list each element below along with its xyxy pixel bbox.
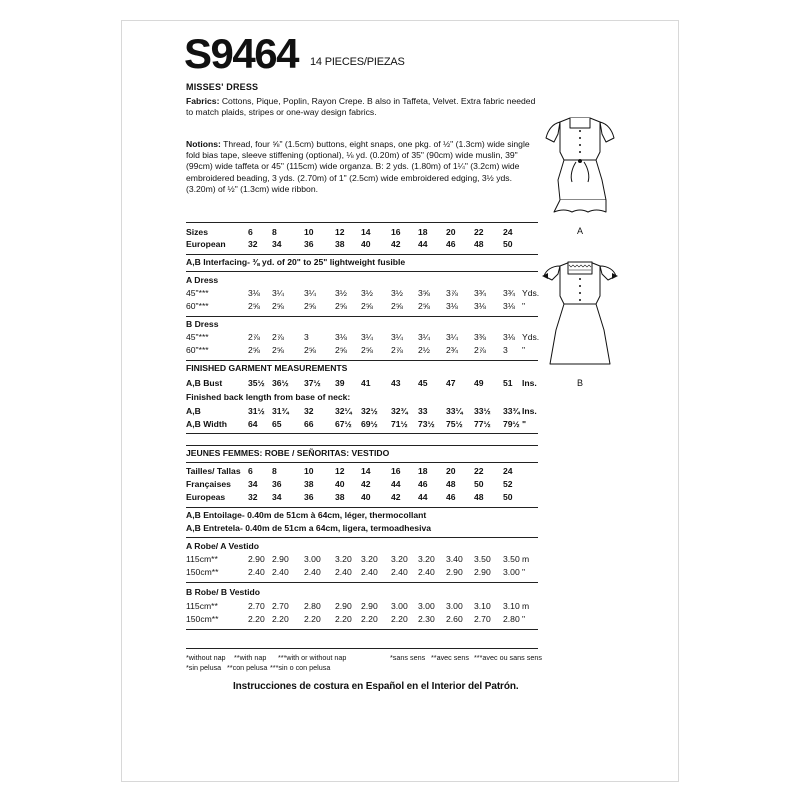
a-115-row-cell: 3.20 [361, 554, 378, 564]
francaises-row-cell: 34 [248, 479, 258, 489]
view-b-label: B [577, 378, 584, 388]
b-60-row-label: 60"*** [186, 345, 209, 355]
width-row-cell: 75½ [446, 419, 463, 429]
b-150-row-label: 150cm** [186, 614, 219, 624]
a-115-row-cell: 3.20 [391, 554, 408, 564]
a-115-row-cell: 3.20 [335, 554, 352, 564]
a-60-row-cell: 2⅝ [361, 301, 373, 311]
a-45-row-cell: 3¼ [304, 288, 316, 298]
b-60-row-cell: 2⅝ [248, 345, 260, 355]
a-dress-heading: A Dress [186, 275, 219, 285]
b-45-row-cell: 3⅛ [335, 332, 347, 342]
sizes-row-cell: 6 [248, 227, 253, 237]
francaises-row-cell: 38 [304, 479, 314, 489]
europeas-row-cell: 44 [418, 492, 428, 502]
a-150-row-label: 150cm** [186, 567, 219, 577]
b-150-row-cell: 2.30 [418, 614, 435, 624]
entoilage-line: A,B Entoilage- 0.40m de 51cm à 64cm, léger, thermocollant [186, 510, 427, 520]
b-115-row-label: 115cm** [186, 601, 218, 611]
table-rule [186, 254, 538, 255]
b-115-row-cell: 2.70 [272, 601, 289, 611]
europeas-row-cell: 36 [304, 492, 314, 502]
european-row-cell: 46 [446, 239, 456, 249]
a-115-row-cell: 3.20 [418, 554, 435, 564]
b-150-row-cell: 2.70 [474, 614, 491, 624]
a-150-row-cell: 2.40 [335, 567, 352, 577]
width-row-cell: 65 [272, 419, 282, 429]
tailles-row-cell: 16 [391, 466, 401, 476]
b-60-row-cell: 2½ [418, 345, 430, 355]
francaises-row-cell: 50 [474, 479, 484, 489]
footnote: *sans sens [390, 653, 426, 662]
a-60-row-cell: 2⅝ [335, 301, 347, 311]
footnote: ***with or without nap [278, 653, 347, 662]
pattern-title: MISSES' DRESS [186, 82, 259, 92]
sizes-row-cell: 20 [446, 227, 456, 237]
a-45-row-unit: Yds. [522, 288, 540, 298]
bust-row-cell: 36½ [272, 378, 289, 388]
view-a-label: A [577, 226, 584, 236]
tailles-row-cell: 18 [418, 466, 428, 476]
b-45-row-cell: 3⅜ [474, 332, 486, 342]
b-60-row-cell: 3 [503, 345, 508, 355]
back-length-row-cell: 31¾ [272, 406, 289, 416]
a-robe-heading: A Robe/ A Vestido [186, 541, 260, 551]
a-60-row-cell: 2⅝ [418, 301, 430, 311]
a-115-row-cell: 2.90 [272, 554, 289, 564]
a-115-row-cell: 2.90 [248, 554, 265, 564]
table-rule [186, 445, 538, 446]
b-60-row-cell: 2⅝ [304, 345, 316, 355]
b-115-row-cell: 3.10 [503, 601, 520, 611]
europeas-row-cell: 38 [335, 492, 345, 502]
b-150-row-cell: 2.20 [391, 614, 408, 624]
tailles-row-cell: 10 [304, 466, 314, 476]
francaises-row-cell: 46 [418, 479, 428, 489]
width-row-cell: 67½ [335, 419, 352, 429]
b-150-row-cell: 2.20 [248, 614, 265, 624]
fabrics-text: Cottons, Pique, Poplin, Rayon Crepe. B also in Taffeta, Velvet. Extra fabric needed to match plaids, stripes or one-way design fabrics. [186, 96, 536, 118]
a-45-row-cell: 3¾ [503, 288, 515, 298]
b-150-row-cell: 2.20 [335, 614, 352, 624]
tailles-row-cell: 12 [335, 466, 345, 476]
a-45-row-cell: 3⅝ [418, 288, 430, 298]
a-45-row-cell: 3¼ [272, 288, 284, 298]
width-row-cell: 64 [248, 419, 258, 429]
european-row-cell: 44 [418, 239, 428, 249]
table-rule [186, 316, 538, 317]
bust-row-cell: 39 [335, 378, 345, 388]
finished-measurements-heading: FINISHED GARMENT MEASUREMENTS [186, 363, 348, 373]
back-length-row-cell: 32½ [361, 406, 378, 416]
a-60-row-cell: 2⅝ [248, 301, 260, 311]
sizes-row-cell: 16 [391, 227, 401, 237]
b-115-row-cell: 3.10 [474, 601, 491, 611]
footnote: **con pelusa [227, 663, 268, 672]
bust-row-cell: 43 [391, 378, 401, 388]
b-60-row-cell: 2⅝ [272, 345, 284, 355]
b-115-row-cell: 3.00 [446, 601, 463, 611]
a-115-row-unit: m [522, 554, 530, 564]
footnote: ***sin o con pelusa [270, 663, 331, 672]
b-60-row-cell: 2⅝ [335, 345, 347, 355]
b-45-row-cell: 3¼ [361, 332, 373, 342]
a-150-row-unit: " [522, 567, 526, 577]
interfacing-line: A,B Interfacing- ⅜ yd. of 20" to 25" lightweight fusible [186, 257, 406, 267]
b-60-row-cell: 2⅞ [474, 345, 486, 355]
sizes-row-cell: 24 [503, 227, 513, 237]
european-row-cell: 38 [335, 239, 345, 249]
european-row-cell: 36 [304, 239, 314, 249]
bust-row-cell: 37½ [304, 378, 321, 388]
bust-row-unit: Ins. [522, 378, 537, 388]
sizes-row-cell: 14 [361, 227, 371, 237]
b-45-row-unit: Yds. [522, 332, 540, 342]
sizes-row-cell: 8 [272, 227, 277, 237]
b-45-row-cell: 3¼ [418, 332, 430, 342]
a-45-row-cell: 3⅞ [446, 288, 458, 298]
a-60-row-cell: 2⅝ [391, 301, 403, 311]
francaises-row-cell: 40 [335, 479, 345, 489]
b-115-row-unit: m [522, 601, 530, 611]
bust-row-cell: 49 [474, 378, 484, 388]
sizes-row-label: Sizes [186, 227, 208, 237]
b-60-row-cell: 2¾ [446, 345, 458, 355]
table-rule [186, 648, 538, 649]
b-150-row-unit: " [522, 614, 526, 624]
pieces-count: 14 PIECES/PIEZAS [310, 56, 405, 68]
b-45-row-label: 45"*** [186, 332, 209, 342]
europeas-row-cell: 50 [503, 492, 513, 502]
b-115-row-cell: 2.90 [335, 601, 352, 611]
a-45-row-cell: 3½ [335, 288, 347, 298]
back-length-row-cell: 33¾ [503, 406, 520, 416]
back-length-row-label: A,B [186, 406, 201, 416]
b-dress-heading: B Dress [186, 319, 219, 329]
tailles-row-cell: 22 [474, 466, 484, 476]
view-b-dress-illustration [540, 252, 620, 374]
b-robe-heading: B Robe/ B Vestido [186, 587, 261, 597]
bust-row-cell: 45 [418, 378, 428, 388]
tailles-row-cell: 14 [361, 466, 371, 476]
b-150-row-cell: 2.80 [503, 614, 520, 624]
europeas-row-cell: 34 [272, 492, 282, 502]
bust-row-cell: 47 [446, 378, 456, 388]
europeas-row-cell: 48 [474, 492, 484, 502]
b-115-row-cell: 2.90 [361, 601, 378, 611]
b-150-row-cell: 2.20 [272, 614, 289, 624]
sizes-row-cell: 10 [304, 227, 314, 237]
back-length-row-cell: 33½ [474, 406, 491, 416]
bust-row-cell: 41 [361, 378, 371, 388]
tailles-row-cell: 8 [272, 466, 277, 476]
a-45-row-cell: 3½ [361, 288, 373, 298]
back-length-row-cell: 33¼ [446, 406, 463, 416]
a-150-row-cell: 2.40 [248, 567, 265, 577]
francaises-row-cell: 44 [391, 479, 401, 489]
tailles-row-cell: 24 [503, 466, 513, 476]
europeas-row-cell: 32 [248, 492, 258, 502]
b-115-row-cell: 3.00 [418, 601, 435, 611]
footnote: *sin pelusa [186, 663, 222, 672]
a-60-row-unit: " [522, 301, 526, 311]
width-row-cell: 71½ [391, 419, 408, 429]
width-row-cell: 79½ [503, 419, 520, 429]
back-length-row-cell: 32 [304, 406, 314, 416]
b-150-row-cell: 2.60 [446, 614, 463, 624]
europeas-row-cell: 42 [391, 492, 401, 502]
a-45-row-cell: 3¾ [474, 288, 486, 298]
width-row-cell: 66 [304, 419, 314, 429]
a-115-row-cell: 3.40 [446, 554, 463, 564]
a-115-row-label: 115cm** [186, 554, 218, 564]
view-a-dress-illustration [540, 108, 620, 224]
a-45-row-cell: 3½ [391, 288, 403, 298]
b-115-row-cell: 2.80 [304, 601, 321, 611]
european-row-cell: 34 [272, 239, 282, 249]
bust-row-label: A,B Bust [186, 378, 223, 388]
pattern-number: S9464 [184, 30, 298, 77]
table-rule [186, 462, 538, 463]
sizes-row-cell: 12 [335, 227, 345, 237]
fabrics-block [186, 96, 538, 118]
footnote: *without nap [186, 653, 226, 662]
back-length-row-unit: Ins. [522, 406, 537, 416]
sizes-row-cell: 18 [418, 227, 428, 237]
width-row-cell: 77½ [474, 419, 491, 429]
francaises-row-cell: 48 [446, 479, 456, 489]
francaises-row-cell: 52 [503, 479, 513, 489]
europeas-row-cell: 46 [446, 492, 456, 502]
b-115-row-cell: 2.70 [248, 601, 265, 611]
europeas-row-cell: 40 [361, 492, 371, 502]
notions-label: Notions: [186, 139, 221, 149]
tailles-row-label: Tailles/ Tallas [186, 466, 241, 476]
a-115-row-cell: 3.00 [304, 554, 321, 564]
a-60-row-cell: 3⅛ [503, 301, 515, 311]
back-length-heading: Finished back length from base of neck: [186, 392, 351, 402]
b-60-row-cell: 2⅞ [391, 345, 403, 355]
european-row-cell: 42 [391, 239, 401, 249]
bust-row-cell: 35½ [248, 378, 265, 388]
width-row-cell: 69½ [361, 419, 378, 429]
entretela-line: A,B Entretela- 0.40m de 51cm a 64cm, ligera, termoadhesiva [186, 523, 432, 533]
b-45-row-cell: 3 [304, 332, 309, 342]
b-115-row-cell: 3.00 [391, 601, 408, 611]
tailles-row-cell: 6 [248, 466, 253, 476]
footnote: **avec sens [431, 653, 469, 662]
european-row-cell: 48 [474, 239, 484, 249]
b-45-row-cell: 2⅞ [272, 332, 284, 342]
b-45-row-cell: 3⅛ [503, 332, 515, 342]
a-150-row-cell: 2.90 [474, 567, 491, 577]
a-60-row-cell: 2⅝ [304, 301, 316, 311]
a-150-row-cell: 3.00 [503, 567, 520, 577]
francaises-row-cell: 42 [361, 479, 371, 489]
back-length-row-cell: 31½ [248, 406, 265, 416]
instructions-line: Instrucciones de costura en Español en el Interior del Patrón. [233, 681, 519, 692]
bust-row-cell: 51 [503, 378, 513, 388]
a-115-row-cell: 3.50 [474, 554, 491, 564]
sizes-row-cell: 22 [474, 227, 484, 237]
a-150-row-cell: 2.40 [272, 567, 289, 577]
a-115-row-cell: 3.50 [503, 554, 520, 564]
table-rule [186, 271, 538, 272]
b-45-row-cell: 3¼ [391, 332, 403, 342]
francaises-row-label: Françaises [186, 479, 231, 489]
footnote: **with nap [234, 653, 267, 662]
francaises-row-cell: 36 [272, 479, 282, 489]
a-150-row-cell: 2.40 [391, 567, 408, 577]
european-row-label: European [186, 239, 226, 249]
a-150-row-cell: 2.40 [418, 567, 435, 577]
table-rule [186, 629, 538, 630]
table-rule [186, 582, 538, 583]
table-rule [186, 433, 538, 434]
fabrics-label: Fabrics: [186, 96, 220, 106]
european-row-cell: 40 [361, 239, 371, 249]
a-150-row-cell: 2.40 [304, 567, 321, 577]
b-60-row-cell: 2⅝ [361, 345, 373, 355]
width-row-unit: " [522, 419, 527, 429]
table-rule [186, 507, 538, 508]
european-row-cell: 32 [248, 239, 258, 249]
european-row-cell: 50 [503, 239, 513, 249]
a-45-row-label: 45"*** [186, 288, 209, 298]
a-60-row-cell: 2⅝ [272, 301, 284, 311]
notions-text: Thread, four ⅝" (1.5cm) buttons, eight snaps, one pkg. of ½" (1.3cm) wide single fold bias tape, sleeve stiffening (optional), ⅛ yd. (0.20m) of 35" (90cm) wide muslin, 39" (99cm) wide taffeta or 45" (115cm) wide organza. B: 2 yds. (1.80m) of 1¼" (3.2cm) wide embroidered beading, 3 yds. (2.70m) of 1" (2.5cm) wide embroidered edging, 3½ yds. (3.20m) of ½" (1.3cm) wide ribbon. [186, 139, 530, 194]
notions-block [186, 139, 538, 195]
a-60-row-cell: 3⅛ [446, 301, 458, 311]
b-150-row-cell: 2.20 [361, 614, 378, 624]
a-150-row-cell: 2.40 [361, 567, 378, 577]
a-60-row-label: 60"*** [186, 301, 209, 311]
tailles-row-cell: 20 [446, 466, 456, 476]
b-150-row-cell: 2.20 [304, 614, 321, 624]
divider [186, 222, 538, 223]
footnote: ***avec ou sans sens [474, 653, 542, 662]
back-length-row-cell: 33 [418, 406, 428, 416]
back-length-row-cell: 32¾ [391, 406, 408, 416]
width-row-label: A,B Width [186, 419, 227, 429]
europeas-row-label: Europeas [186, 492, 226, 502]
b-45-row-cell: 3¼ [446, 332, 458, 342]
width-row-cell: 73½ [418, 419, 435, 429]
back-length-row-cell: 32¼ [335, 406, 352, 416]
table-rule [186, 537, 538, 538]
table-rule [186, 360, 538, 361]
a-60-row-cell: 3⅛ [474, 301, 486, 311]
b-45-row-cell: 2⅞ [248, 332, 260, 342]
a-45-row-cell: 3⅛ [248, 288, 260, 298]
a-150-row-cell: 2.90 [446, 567, 463, 577]
b-60-row-unit: " [522, 345, 526, 355]
spanish-title: JEUNES FEMMES: ROBE / SEÑORITAS: VESTIDO [186, 448, 390, 458]
